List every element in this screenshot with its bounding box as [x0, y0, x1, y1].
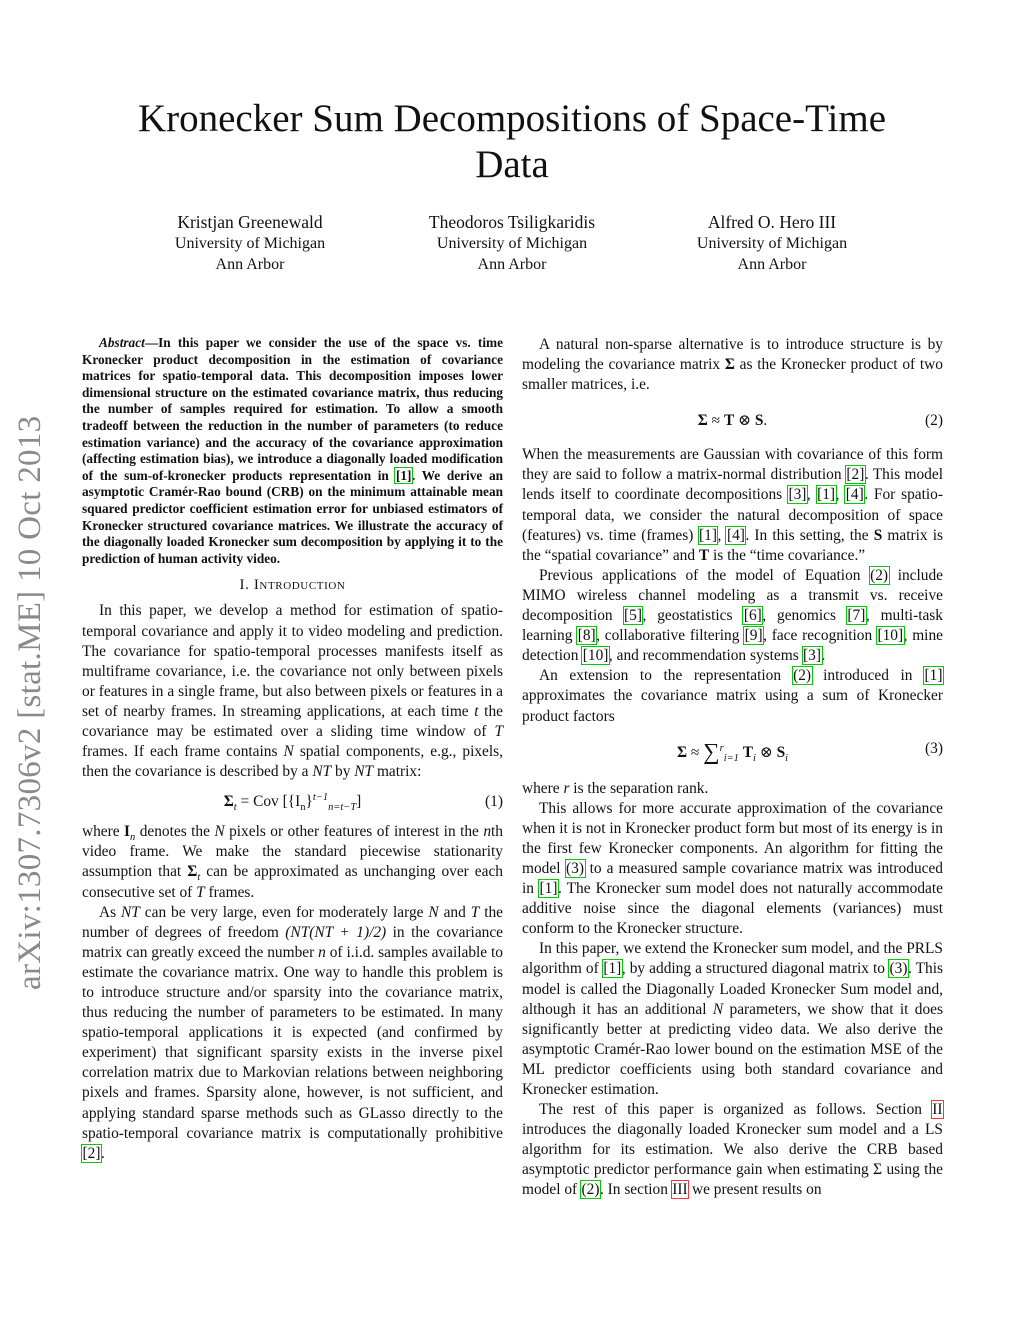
math-text: } [305, 793, 313, 811]
text: . In section [599, 1181, 672, 1199]
math-text: ] [356, 793, 362, 811]
text: the covariance may be estimated over a sliding time window of [82, 702, 503, 740]
equation-link[interactable]: (2) [793, 667, 812, 685]
text: In this paper, we extend the Kronecker sum model, and the PRLS algorithm of [522, 940, 943, 978]
section-numeral: I. [239, 577, 250, 594]
section-title: Introduction [253, 577, 346, 594]
math-var: S [776, 743, 786, 761]
text: , and recommendation systems [608, 647, 803, 665]
math-var: Σ [187, 863, 198, 881]
citation-link[interactable]: [8] [577, 627, 596, 645]
author-city: Ann Arbor [477, 256, 547, 273]
math-var: Σ [697, 412, 708, 430]
text: . In this setting, the [745, 526, 874, 544]
text: can be approximated as unchanging over each consecutive set of [82, 863, 503, 901]
text: , by adding a structured diagonal matrix to [621, 960, 890, 978]
text: is the separation rank. [569, 779, 709, 797]
equation-number: (2) [925, 412, 943, 430]
text: matrix is the “spatial covariance” and [522, 526, 944, 564]
equation-3 [522, 737, 943, 765]
text: spatial components, e.g., pixels, then the covariance is described by a [82, 743, 503, 781]
arxiv-stamp: arXiv:1307.7306v2 [stat.ME] 10 Oct 2013 [12, 415, 48, 990]
text: using the model of [522, 1161, 943, 1199]
math-var: T [723, 412, 735, 430]
citation-link[interactable]: [4] [726, 526, 745, 544]
math-var: N [283, 743, 294, 761]
paragraph [522, 566, 943, 666]
math-sup: r [719, 742, 724, 754]
citation-link[interactable]: [1] [924, 667, 943, 685]
math-text: ≈ [707, 412, 724, 430]
text: , collaborative filtering [596, 627, 745, 645]
abstract [82, 335, 503, 567]
math-sub: i [753, 752, 756, 764]
math-var: Σ [223, 793, 234, 811]
text: In this paper, we develop a method for estimation of spatio-temporal covariance and apply it to video modeling and prediction. The covariance for spatio-temporal processes manifests itself as multiframe covariance, i.e. the covariance not only between pixels or features in a single frame, but also between pixels or features in a set of nearby frames. In streaming applications, at each time [82, 602, 503, 720]
paragraph [82, 903, 503, 1164]
math-var: Σ [873, 1161, 883, 1179]
abstract-text: . We derive an asymptotic Cramér-Rao bound (CRB) on the minimum attainable mean squared predictor coefficient estimation error for unbiased estimators of Kronecker structured covariance matrices. We illustrate the accuracy of the diagonally loaded Kronecker sum decomposition by applying it to the prediction of human activity video. [82, 467, 503, 566]
citation-link[interactable]: [1] [603, 960, 622, 978]
math-text: . [763, 412, 768, 430]
text: , [835, 486, 846, 504]
text: in the covariance matrix can greatly exceed the number [82, 923, 504, 961]
math-sub: i [785, 752, 789, 764]
citation-link[interactable]: [1] [817, 486, 836, 504]
author-name: Theodoros Tsiligkaridis [428, 212, 596, 232]
paragraph [522, 799, 943, 940]
left-column [82, 335, 503, 1164]
math-var: T [698, 546, 710, 564]
citation-link[interactable]: [2] [846, 466, 865, 484]
author-affiliation: University of Michigan [174, 235, 326, 252]
text: the number of degrees of freedom [82, 903, 504, 941]
math-var: T [742, 743, 754, 761]
text: . [100, 1144, 105, 1162]
citation-link[interactable]: [3] [803, 647, 821, 665]
math-var: Σ [676, 743, 688, 761]
equation-link[interactable]: (2) [581, 1181, 600, 1199]
math-var: n [483, 823, 492, 841]
paragraph [522, 1100, 943, 1200]
author-city: Ann Arbor [215, 256, 285, 273]
text: . For spatio-temporal data, we consider the natural decomposition of space (features) vs. time (frames) [522, 486, 943, 544]
citation-link[interactable]: [5] [624, 607, 642, 625]
math-var: NT [121, 903, 140, 921]
title-line-1: Kronecker Sum Decompositions of Space-Time [137, 97, 887, 140]
text: where [522, 779, 564, 797]
text: introduces the diagonally loaded Kronecker sum model and a LS algorithm for its estimation. We also derive the CRB based asymptotic predictor performance gain when estimating [522, 1121, 943, 1179]
citation-link[interactable]: [2] [82, 1144, 101, 1162]
text: . This model is called the Diagonally Loaded Kronecker Sum model and, although it has an additional [522, 960, 944, 1018]
citation-link[interactable]: [10] [582, 647, 609, 665]
citation-link[interactable]: [10] [877, 627, 904, 645]
math-var: T [196, 883, 205, 901]
citation-link[interactable]: [7] [847, 607, 866, 625]
text: of i.i.d. samples available to estimate the covariance matrix. One way to handle this problem is to introduce structure and/or sparsity into the covariance matrix, thus reducing the number of parameters to be estimated. In many spatio-temporal applications it is expected (and confirmed by experiment) that significant sparsity exists in the inverse pixel correlation matrix due to Markovian relations between neighboring pixels and frames. Sparsity alone, however, is not sufficient, and applying standard sparse methods such as GLasso directly to the spatio-temporal covariance matrix is computationally prohibitive [82, 943, 503, 1142]
text: , [806, 486, 817, 504]
text: This allows for more accurate approximation of the covariance when it is not in Kronecker product form but most of its energy is in the first few Kronecker components. An algorithm for fitting the model [522, 799, 943, 877]
author-block-2 [382, 212, 642, 275]
author-affiliation: University of Michigan [696, 235, 848, 252]
title-line-2: Data [475, 143, 549, 186]
citation-link[interactable]: [3] [788, 486, 807, 504]
math-var: N [428, 903, 439, 921]
citation-link[interactable]: [4] [845, 486, 864, 504]
right-column [522, 335, 943, 1201]
text: parameters, we show that it does significantly better at predicting video data. We also derive the asymptotic Cramér-Rao lower bound on the estimation MSE of the ML predictor coefficients using both standard covariance and Kronecker estimation. [522, 1000, 943, 1098]
math-var: NT [354, 763, 374, 781]
text: , face recognition [763, 627, 877, 645]
math-text: [{I [282, 793, 301, 811]
paragraph [82, 601, 503, 782]
author-block-3 [642, 212, 902, 275]
paragraph [522, 335, 943, 395]
paragraph [522, 445, 943, 566]
text: and [438, 903, 471, 921]
text: , mine detection [522, 627, 943, 665]
text: frames. If each frame contains [82, 743, 284, 761]
math-var: N [712, 1000, 724, 1018]
math-sub: n [300, 802, 306, 814]
equation-number: (1) [485, 793, 503, 811]
abstract-dash: — [144, 335, 159, 350]
text: The rest of this paper is organized as follows. Section [539, 1101, 932, 1119]
math-var: N [214, 823, 225, 841]
text: , genomics [762, 607, 847, 625]
math-expr: (NT(NT + 1)/2) [285, 923, 387, 941]
equation-2 [522, 409, 943, 433]
math-sub: n=t−T [328, 802, 357, 814]
math-var: S [873, 526, 883, 544]
math-text: = Cov [236, 793, 283, 811]
section-heading-introduction [82, 575, 503, 595]
citation-link[interactable]: [9] [744, 627, 763, 645]
text: . The Kronecker sum model does not naturally accommodate additive noise since the diagonal elements (variances) must conform to the Kronecker structure. [522, 880, 943, 938]
text: we present results on [688, 1181, 822, 1199]
math-var: n [318, 943, 326, 961]
math-var: NT [312, 763, 332, 781]
author-affiliation: University of Michigan [436, 235, 588, 252]
text: where [82, 823, 125, 841]
text: matrix: [373, 763, 422, 781]
paragraph [522, 939, 943, 1100]
math-sub: t [197, 872, 201, 884]
text: , multi-task learning [522, 607, 943, 645]
text: frames. [204, 883, 255, 901]
math-sup: t−1 [312, 792, 329, 804]
text: When the measurements are Gaussian with covariance of this form they are said to follow a matrix-normal distribution [522, 446, 943, 484]
citation-link[interactable]: [6] [743, 607, 762, 625]
text: , [717, 526, 727, 544]
equation-link[interactable]: (2) [870, 566, 889, 584]
paragraph [82, 822, 503, 902]
text: as the Kronecker product of two smaller matrices, i.e. [522, 356, 943, 394]
author-city: Ann Arbor [737, 256, 807, 273]
math-var: T [494, 722, 503, 740]
text: th video frame. We make the standard piecewise stationarity assumption that [82, 823, 503, 881]
section-link[interactable]: III [672, 1181, 688, 1199]
equation-number: (3) [925, 739, 943, 757]
math-var: S [754, 412, 764, 430]
text: As [99, 903, 122, 921]
text: . This model lends itself to coordinate decompositions [522, 466, 943, 504]
citation-link[interactable]: [1] [699, 526, 717, 544]
section-link[interactable]: II [932, 1101, 943, 1119]
math-var: T [470, 903, 480, 921]
equation-link[interactable]: (3) [889, 960, 908, 978]
text: A natural non-sparse alternative is to introduce structure is by modeling the covariance matrix [522, 336, 943, 374]
math-var: t [474, 702, 479, 720]
text: , geostatistics [642, 607, 744, 625]
math-var: Σ [724, 356, 735, 374]
math-var: r [563, 779, 570, 797]
math-sub: n [130, 832, 136, 844]
author-name: Alfred O. Hero III [707, 212, 837, 232]
equation-1 [82, 790, 503, 814]
math-text: ⊗ [755, 743, 777, 761]
text: by [331, 763, 355, 781]
author-name: Kristjan Greenewald [177, 212, 323, 232]
text: include MIMO wireless channel modeling as a transmit vs. receive decomposition [522, 566, 943, 625]
math-sum: ∑ [703, 737, 720, 764]
text: is the “time covariance.” [709, 546, 866, 564]
text: . [821, 647, 826, 665]
math-sub: t [233, 802, 237, 814]
text: An extension to the representation [539, 667, 793, 685]
abstract-text: In this paper we consider the use of the space vs. time Kronecker product decomposition in the estimation of covariance matrices for spatio-temporal data. This decomposition imposes lower dimensional structure on the estimated covariance matrix, thus reducing the number of samples required for estimation. To allow a smooth tradeoff between the reduction in the number of parameters (to reduce estimation variance) and the accuracy of the covariance approximation (affecting estimation bias), we introduce a diagonally loaded modification of the sum-of-kronecker products representation in [82, 335, 503, 483]
text: approximates the covariance matrix using a sum of Kronecker product factors [522, 687, 943, 725]
citation-link[interactable]: [1] [539, 880, 558, 898]
author-block-1 [120, 212, 380, 275]
text: pixels or other features of interest in the [224, 823, 484, 841]
paragraph [522, 779, 943, 799]
paper-title [100, 96, 924, 188]
abstract-label: Abstract [99, 335, 145, 350]
paragraph [522, 666, 943, 726]
equation-link[interactable]: (3) [566, 859, 584, 877]
math-var: I [124, 823, 131, 841]
text: denotes the [135, 823, 215, 841]
math-text: ⊗ [734, 412, 755, 430]
math-text: ≈ [687, 743, 704, 761]
text: Previous applications of the model of Equation [539, 566, 870, 584]
text: to a measured sample covariance matrix was introduced in [522, 859, 943, 898]
math-sub: i=1 [723, 752, 739, 764]
text: introduced in [811, 667, 925, 685]
citation-link[interactable]: [1] [395, 467, 412, 483]
text: can be very large, even for moderately large [139, 903, 429, 921]
